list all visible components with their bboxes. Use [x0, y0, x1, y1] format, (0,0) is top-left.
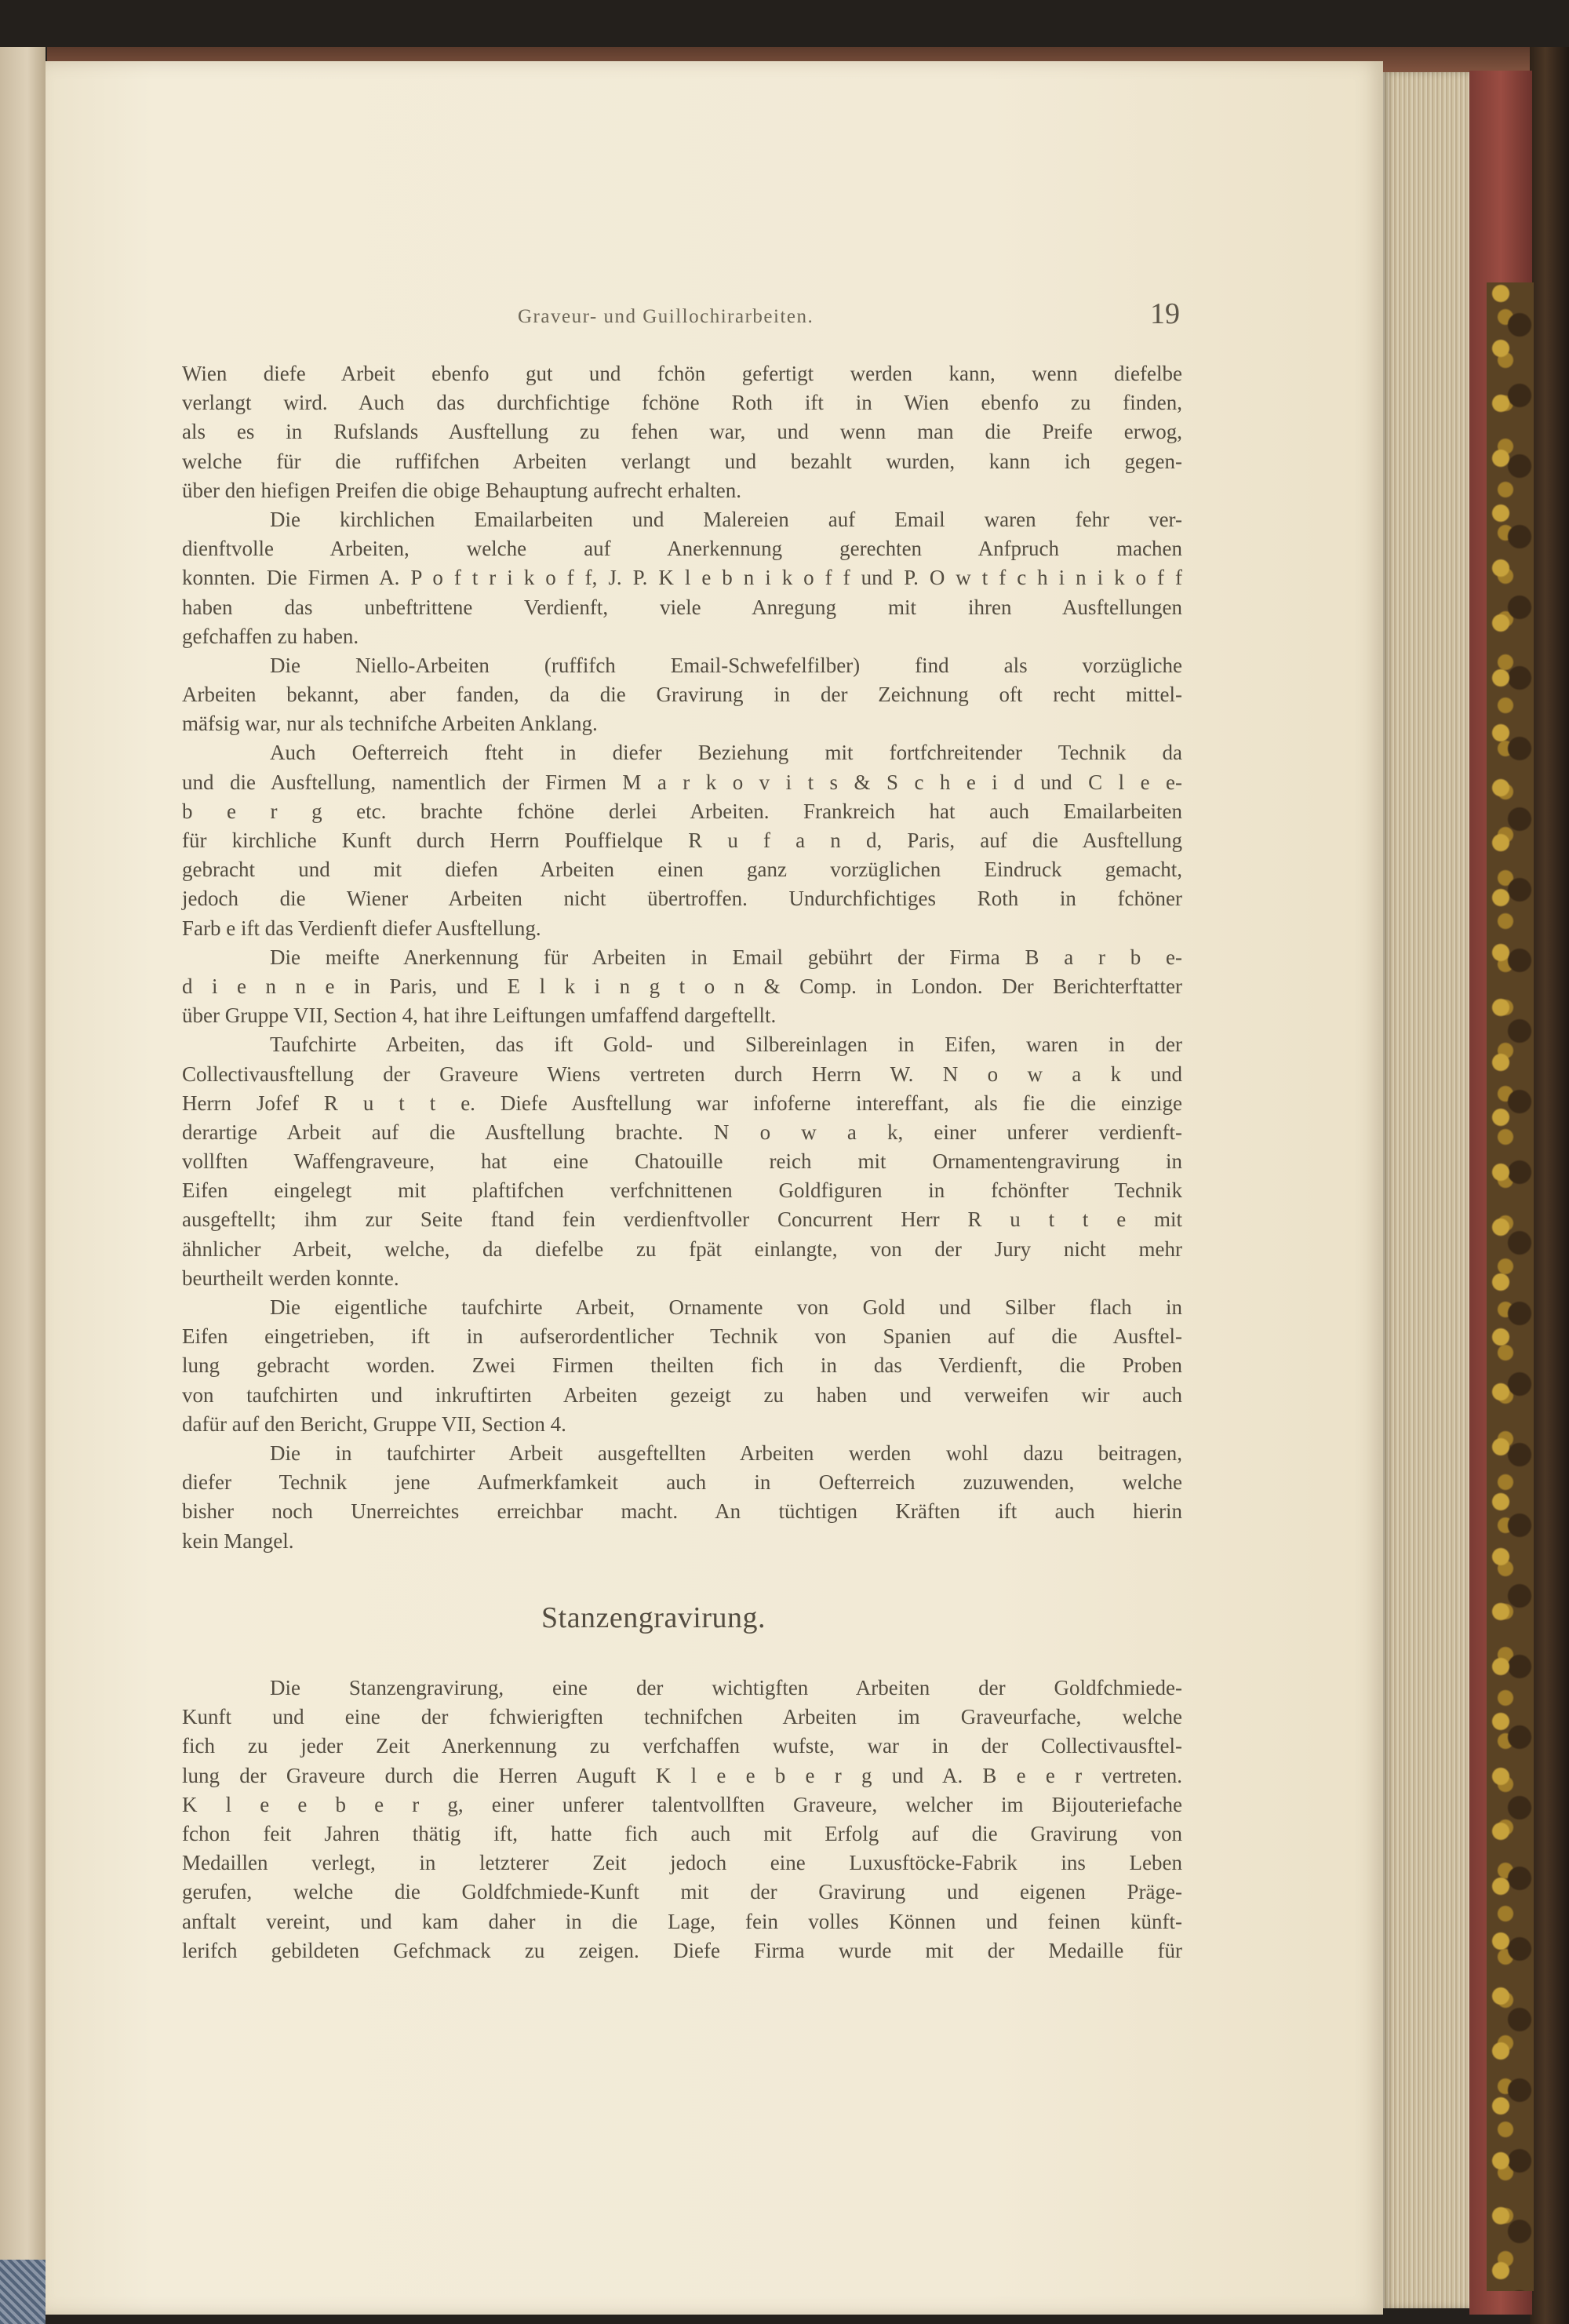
text-line: gerufen, welche die Goldfchmiede-Kunft mit der Gravirung und eigenen Präge- [182, 1880, 1182, 1904]
text-line: Collectivausftellung der Graveure Wiens vertreten durch Herrn W. N o w a k und [182, 1062, 1182, 1086]
section-heading: Stanzengravirung. [541, 1601, 766, 1634]
text-line: dafür auf den Bericht, Gruppe VII, Section 4. [182, 1412, 566, 1436]
text-line: gebracht und mit diefen Arbeiten einen ganz vorzüglichen Eindruck gemacht, [182, 858, 1182, 882]
text-line: ausgeftellt; ihm zur Seite ftand fein verdienftvoller Concurrent Herr R u t t e mit [182, 1208, 1182, 1232]
text-line: beurtheilt werden konnte. [182, 1266, 399, 1290]
text-line: lung gebracht worden. Zwei Firmen theilten fich in das Verdienft, die Proben [182, 1353, 1182, 1378]
text-line: konnten. Die Firmen A. P o f t r i k o f f, J. P. K l e b n i k o f f und P. O w t f c h i n i k o f f [182, 566, 1182, 590]
text-line: Arbeiten bekannt, aber fanden, da die Gravirung in der Zeichnung oft recht mittel- [182, 683, 1182, 707]
section-text [182, 1674, 1182, 1965]
page-number: 19 [1150, 297, 1180, 330]
text-line: dienftvolle Arbeiten, welche auf Anerkennung gerechten Anfpruch machen [182, 537, 1182, 561]
text-line: vollften Waffengraveure, hat eine Chatouille reich mit Ornamentengravirung in [182, 1149, 1182, 1174]
text-line: kein Mangel. [182, 1528, 294, 1553]
body-text [182, 359, 1182, 1556]
text-line: derartige Arbeit auf die Ausftellung brachte. N o w a k, einer unferer verdienft- [182, 1120, 1182, 1144]
text-line: diefer Technik jene Aufmerkfamkeit auch in Oefterreich zuzuwenden, welche [182, 1470, 1182, 1495]
left-page-edge [0, 47, 46, 2324]
text-line: bisher noch Unerreichtes erreichbar macht. An tüchtigen Kräften ift auch hierin [182, 1499, 1182, 1524]
text-line: von taufchirten und inkruftirten Arbeiten gezeigt zu haben und verweifen wir auch [182, 1382, 1182, 1407]
text-line: d i e n n e in Paris, und E l k i n g t o n & Comp. in London. Der Berichterftatter [182, 974, 1182, 998]
text-line: Die in taufchirter Arbeit ausgeftellten Arbeiten werden wohl dazu beitragen, [270, 1441, 1182, 1465]
text-line: K l e e b e r g, einer unferer talentvollften Graveure, welcher im Bijouteriefache [182, 1792, 1182, 1816]
text-line: Die Niello-Arbeiten (ruffifch Email-Schwefelfilber) find als vorzügliche [270, 653, 1182, 677]
text-line: über den hiefigen Preifen die obige Behauptung aufrecht erhalten. [182, 478, 741, 502]
text-line: verlangt wird. Auch das durchfichtige fchöne Roth ift in Wien ebenfo zu finden, [182, 391, 1182, 415]
text-line: Farb e ift das Verdienft diefer Ausftellung. [182, 916, 541, 940]
page-stack-edge [1383, 72, 1469, 2308]
text-line: fich zu jeder Zeit Anerkennung zu verfchaffen wufste, war in der Collectivausftel- [182, 1734, 1182, 1758]
text-line: b e r g etc. brachte fchöne derlei Arbeiten. Frankreich hat auch Emailarbeiten [182, 799, 1182, 823]
text-line: ähnlicher Arbeit, welche, da diefelbe zu fpät einlangte, von der Jury nicht mehr [182, 1237, 1182, 1261]
text-line: und die Ausftellung, namentlich der Firmen M a r k o v i t s & S c h e i d und C l e e- [182, 770, 1182, 794]
text-line: Eifen eingetrieben, ift in aufserordentlicher Technik von Spanien auf die Ausftel- [182, 1324, 1182, 1349]
text-line: Auch Oefterreich fteht in diefer Beziehung mit fortfchreitender Technik da [270, 741, 1182, 765]
text-line: mäfsig war, nur als technifche Arbeiten Anklang. [182, 712, 598, 736]
text-line: jedoch die Wiener Arbeiten nicht übertroffen. Undurchfichtiges Roth in fchöner [182, 887, 1182, 911]
marbled-edge [1487, 282, 1534, 2291]
text-line: gefchaffen zu haben. [182, 624, 359, 648]
text-line: lung der Graveure durch die Herren Auguft K l e e b e r g und A. B e e r vertreten. [182, 1763, 1182, 1787]
text-line: Medaillen verlegt, in letzterer Zeit jedoch eine Luxusftöcke-Fabrik ins Leben [182, 1851, 1182, 1875]
text-line: Wien diefe Arbeit ebenfo gut und fchön gefertigt werden kann, wenn diefelbe [182, 362, 1182, 385]
text-line: Eifen eingelegt mit plaftifchen verfchnittenen Goldfiguren in fchönfter Technik [182, 1178, 1182, 1203]
text-line: haben das unbeftrittene Verdienft, viele Anregung mit ihren Ausftellungen [182, 595, 1182, 619]
text-line: über Gruppe VII, Section 4, hat ihre Leiftungen umfaffend dargeftellt. [182, 1004, 777, 1028]
text-line: anftalt vereint, und kam daher in die Lage, fein volles Können und feinen künft- [182, 1909, 1182, 1933]
text-line: Die meifte Anerkennung für Arbeiten in Email gebührt der Firma B a r b e- [270, 945, 1182, 969]
text-line: Taufchirte Arbeiten, das ift Gold- und Silbereinlagen in Eifen, waren in der [270, 1033, 1182, 1057]
text-line: Kunft und eine der fchwierigften technifchen Arbeiten im Graveurfache, welche [182, 1705, 1182, 1729]
binding-cloth [0, 2260, 46, 2324]
text-line: welche für die ruffifchen Arbeiten verlangt und bezahlt wurden, kann ich gegen- [182, 449, 1182, 473]
text-line: Die eigentliche taufchirte Arbeit, Ornamente von Gold und Silber flach in [270, 1295, 1182, 1319]
text-line: Herrn Jofef R u t t e. Diefe Ausftellung war infoferne intereffant, als fie die einzige [182, 1091, 1182, 1115]
text-line: Die kirchlichen Emailarbeiten und Malereien auf Email waren fehr ver- [270, 507, 1182, 531]
text-line: fchon feit Jahren thätig ift, hatte fich auch mit Erfolg auf die Gravirung von [182, 1821, 1182, 1845]
text-line: lerifch gebildeten Gefchmack zu zeigen. Diefe Firma wurde mit der Medaille für [182, 1938, 1182, 1962]
text-line: Die Stanzengravirung, eine der wichtigften Arbeiten der Goldfchmiede- [270, 1676, 1182, 1699]
running-head: Graveur- und Guillochirarbeiten. [518, 306, 814, 327]
text-line: für kirchliche Kunft durch Herrn Pouffielque R u f a n d, Paris, auf die Ausftellung [182, 829, 1182, 852]
text-line: als es in Rufslands Ausftellung zu fehen war, und wenn man die Preife erwog, [182, 420, 1182, 444]
book-spine [1530, 47, 1569, 2324]
